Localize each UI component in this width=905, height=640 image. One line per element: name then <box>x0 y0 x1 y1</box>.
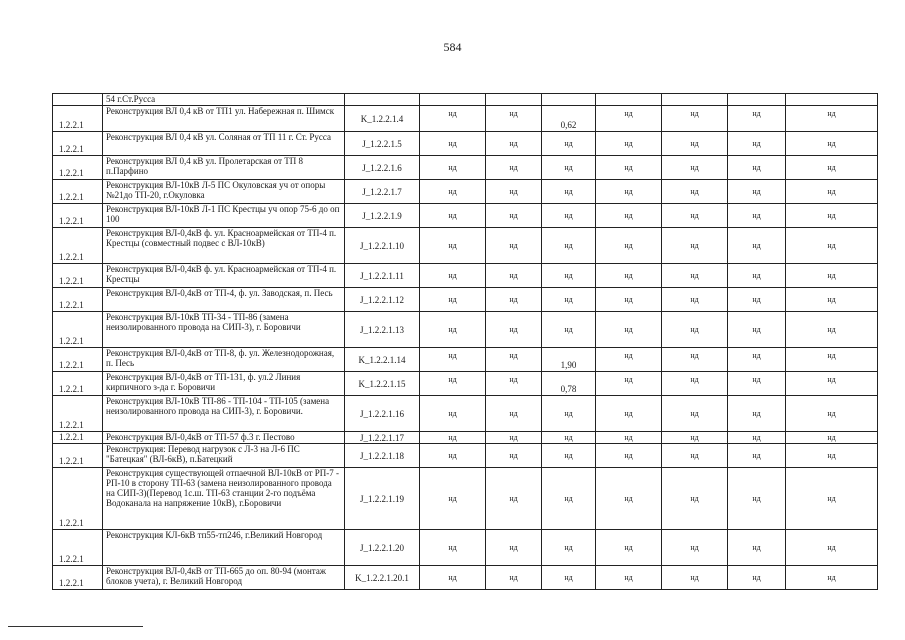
value-cell: нд <box>662 132 728 156</box>
value-cell: нд <box>420 566 486 590</box>
table-row <box>53 228 878 264</box>
value-cell: нд <box>596 444 662 468</box>
value-cell: нд <box>420 180 486 204</box>
value-cell <box>728 94 786 106</box>
table-row <box>53 444 878 468</box>
value-cell: нд <box>662 372 728 396</box>
value-cell: нд <box>662 228 728 264</box>
value-cell <box>786 94 878 106</box>
value-cell: нд <box>728 204 786 228</box>
value-cell: нд <box>486 372 542 396</box>
value-cell: нд <box>542 132 596 156</box>
value-cell: нд <box>542 530 596 566</box>
row-number: 1.2.2.1 <box>53 264 103 288</box>
value-cell: нд <box>542 444 596 468</box>
value-cell: нд <box>420 348 486 372</box>
value-cell: нд <box>786 348 878 372</box>
value-cell: нд <box>786 132 878 156</box>
row-number: 1.2.2.1 <box>53 132 103 156</box>
project-name: Реконструкция ВЛ-0,4кВ от ТП-4, ф. ул. Заводская, п. Песь <box>103 288 345 312</box>
row-number: 1.2.2.1 <box>53 444 103 468</box>
value-cell: нд <box>542 288 596 312</box>
value-cell: нд <box>786 530 878 566</box>
table-row <box>53 106 878 132</box>
project-id: J_1.2.2.1.7 <box>345 180 420 204</box>
project-id: K_1.2.2.1.20.1 <box>345 566 420 590</box>
value-cell: нд <box>486 396 542 432</box>
value-cell: нд <box>662 312 728 348</box>
table-row <box>53 566 878 590</box>
project-name: Реконструкция: Перевод нагрузок с Л-3 на Л-6 ПС "Батецкая" (ВЛ-6кВ), п.Батецкий <box>103 444 345 468</box>
value-cell: нд <box>596 348 662 372</box>
value-cell: нд <box>542 204 596 228</box>
value-cell: нд <box>786 288 878 312</box>
project-name: Реконструкция ВЛ-10кВ ТП-34 - ТП-86 (замена неизолированного провода на СИП-3), г. Боровичи <box>103 312 345 348</box>
project-name: Реконструкция ВЛ-0,4кВ ф. ул. Красноармейская от ТП-4 п. Крестцы (совместный подвес с ВЛ-10кВ) <box>103 228 345 264</box>
project-name: Реконструкция ВЛ-10кВ ТП-86 - ТП-104 - ТП-105 (замена неизолированного провода на СИП-3), г. Боровичи. <box>103 396 345 432</box>
value-cell: нд <box>596 530 662 566</box>
value-cell: нд <box>662 468 728 530</box>
value-cell: нд <box>786 396 878 432</box>
value-cell <box>420 94 486 106</box>
value-cell: нд <box>596 106 662 132</box>
project-id: J_1.2.2.1.20 <box>345 530 420 566</box>
data-table <box>52 93 878 590</box>
value-cell: нд <box>596 372 662 396</box>
value-cell: нд <box>420 106 486 132</box>
value-cell: нд <box>486 566 542 590</box>
project-id: K_1.2.2.1.4 <box>345 106 420 132</box>
table-row <box>53 396 878 432</box>
value-cell: нд <box>420 396 486 432</box>
row-number: 1.2.2.1 <box>53 348 103 372</box>
value-cell: нд <box>728 468 786 530</box>
value-cell: нд <box>662 348 728 372</box>
value-cell: нд <box>486 106 542 132</box>
value-cell: нд <box>420 468 486 530</box>
value-cell: нд <box>728 228 786 264</box>
value-cell: нд <box>786 432 878 444</box>
value-cell: нд <box>420 432 486 444</box>
value-cell: нд <box>486 228 542 264</box>
value-cell: нд <box>596 204 662 228</box>
table-row <box>53 530 878 566</box>
value-cell: нд <box>486 444 542 468</box>
project-id: J_1.2.2.1.6 <box>345 156 420 180</box>
table-row <box>53 204 878 228</box>
value-cell: нд <box>596 432 662 444</box>
project-id: J_1.2.2.1.17 <box>345 432 420 444</box>
table-row <box>53 180 878 204</box>
value-cell: нд <box>728 348 786 372</box>
value-cell <box>542 94 596 106</box>
value-cell: нд <box>662 530 728 566</box>
row-number: 1.2.2.1 <box>53 204 103 228</box>
value-cell: нд <box>596 132 662 156</box>
project-name: Реконструкция ВЛ 0,4 кВ от ТП1 ул. Набережная п. Шимск <box>103 106 345 132</box>
row-number: 1.2.2.1 <box>53 312 103 348</box>
table-body <box>53 94 878 590</box>
value-cell: нд <box>596 312 662 348</box>
value-cell: 0,62 <box>542 106 596 132</box>
value-cell: нд <box>728 444 786 468</box>
value-cell: нд <box>486 156 542 180</box>
project-name: Реконструкция КЛ-6кВ тп55-тп246, г.Великий Новгород <box>103 530 345 566</box>
value-cell: нд <box>786 566 878 590</box>
project-name: Реконструкция ВЛ-0,4кВ ф. ул. Красноармейская от ТП-4 п. Крестцы <box>103 264 345 288</box>
row-number: 1.2.2.1 <box>53 530 103 566</box>
project-name: Реконструкция ВЛ-10кВ Л-5 ПС Окуловская уч от опоры №21до ТП-20, г.Окуловка <box>103 180 345 204</box>
value-cell: нд <box>662 106 728 132</box>
value-cell: нд <box>662 432 728 444</box>
value-cell: нд <box>596 396 662 432</box>
project-name: Реконструкция ВЛ 0,4 кВ ул. Пролетарская от ТП 8 п.Парфино <box>103 156 345 180</box>
row-number: 1.2.2.1 <box>53 228 103 264</box>
value-cell: нд <box>662 180 728 204</box>
value-cell <box>596 94 662 106</box>
row-number: 1.2.2.1 <box>53 372 103 396</box>
value-cell: нд <box>596 468 662 530</box>
value-cell: нд <box>728 530 786 566</box>
value-cell: нд <box>542 432 596 444</box>
row-number: 1.2.2.1 <box>53 396 103 432</box>
table-row <box>53 132 878 156</box>
value-cell: нд <box>596 288 662 312</box>
project-name: Реконструкция ВЛ-0,4кВ от ТП-57 ф.3 г. Пестово <box>103 432 345 444</box>
project-id: J_1.2.2.1.16 <box>345 396 420 432</box>
project-id: K_1.2.2.1.15 <box>345 372 420 396</box>
project-name: Реконструкция ВЛ-0,4кВ от ТП-131, ф. ул.2 Линия кирпичного з-да г. Боровичи <box>103 372 345 396</box>
project-name: Реконструкция ВЛ 0,4 кВ ул. Соляная от ТП 11 г. Ст. Русса <box>103 132 345 156</box>
value-cell: нд <box>420 156 486 180</box>
value-cell: нд <box>486 312 542 348</box>
value-cell: нд <box>728 156 786 180</box>
table-row <box>53 288 878 312</box>
value-cell: нд <box>662 288 728 312</box>
row-number <box>53 94 103 106</box>
project-name: Реконструкция ВЛ-0,4кВ от ТП-8, ф. ул. Железнодорожная, п. Песь <box>103 348 345 372</box>
value-cell: нд <box>596 566 662 590</box>
value-cell: нд <box>786 156 878 180</box>
value-cell: нд <box>542 156 596 180</box>
value-cell <box>662 94 728 106</box>
value-cell: нд <box>786 180 878 204</box>
project-id: J_1.2.2.1.5 <box>345 132 420 156</box>
value-cell: нд <box>486 348 542 372</box>
value-cell: нд <box>728 264 786 288</box>
value-cell: нд <box>786 312 878 348</box>
value-cell: нд <box>728 432 786 444</box>
project-id: J_1.2.2.1.19 <box>345 468 420 530</box>
project-id: J_1.2.2.1.9 <box>345 204 420 228</box>
value-cell: нд <box>786 444 878 468</box>
value-cell: нд <box>786 228 878 264</box>
value-cell: нд <box>786 372 878 396</box>
value-cell: нд <box>542 566 596 590</box>
project-name: Реконструкция существующей отпаечной ВЛ-10кВ от РП-7 - РП-10 в сторону ТП-63 (замена неизолированного провода на СИП-3)(Перевод 1с.ш. ТП-63 станции 2-го подъёма Водоканала на напряжение 10кВ), г.Боровичи <box>103 468 345 530</box>
value-cell: нд <box>728 106 786 132</box>
value-cell: нд <box>486 204 542 228</box>
project-id: J_1.2.2.1.12 <box>345 288 420 312</box>
project-id: K_1.2.2.1.14 <box>345 348 420 372</box>
table-row <box>53 156 878 180</box>
value-cell: нд <box>486 432 542 444</box>
value-cell: нд <box>728 132 786 156</box>
value-cell: нд <box>728 372 786 396</box>
value-cell: нд <box>486 288 542 312</box>
value-cell: нд <box>662 156 728 180</box>
value-cell: нд <box>486 530 542 566</box>
project-id: J_1.2.2.1.10 <box>345 228 420 264</box>
value-cell: нд <box>486 264 542 288</box>
value-cell <box>486 94 542 106</box>
value-cell: нд <box>420 444 486 468</box>
row-number: 1.2.2.1 <box>53 156 103 180</box>
table-row <box>53 372 878 396</box>
value-cell: нд <box>662 566 728 590</box>
value-cell: нд <box>728 180 786 204</box>
value-cell: нд <box>728 288 786 312</box>
project-id: J_1.2.2.1.13 <box>345 312 420 348</box>
table-row <box>53 312 878 348</box>
value-cell: нд <box>596 228 662 264</box>
page-number: 584 <box>443 40 462 54</box>
value-cell: нд <box>786 204 878 228</box>
value-cell: нд <box>596 264 662 288</box>
value-cell: нд <box>542 180 596 204</box>
project-name: Реконструкция ВЛ-10кВ Л-1 ПС Крестцы уч опор 75-6 до оп 100 <box>103 204 345 228</box>
value-cell: нд <box>486 180 542 204</box>
table-row <box>53 94 878 106</box>
project-name: 54 г.Ст.Русса <box>103 94 345 106</box>
value-cell: нд <box>542 468 596 530</box>
project-id: J_1.2.2.1.18 <box>345 444 420 468</box>
value-cell: нд <box>662 264 728 288</box>
value-cell: нд <box>420 204 486 228</box>
value-cell: нд <box>728 566 786 590</box>
value-cell: нд <box>420 264 486 288</box>
value-cell: 1,90 <box>542 348 596 372</box>
value-cell: нд <box>542 264 596 288</box>
value-cell: нд <box>486 468 542 530</box>
table-row <box>53 468 878 530</box>
value-cell: нд <box>596 156 662 180</box>
table-row <box>53 348 878 372</box>
value-cell: нд <box>662 396 728 432</box>
value-cell: нд <box>662 204 728 228</box>
value-cell: нд <box>420 372 486 396</box>
row-number: 1.2.2.1 <box>53 432 103 444</box>
project-name: Реконструкция ВЛ-0,4кВ от ТП-665 до оп. 80-94 (монтаж блоков учета), г. Великий Новгород <box>103 566 345 590</box>
table-row <box>53 264 878 288</box>
row-number: 1.2.2.1 <box>53 566 103 590</box>
row-number: 1.2.2.1 <box>53 180 103 204</box>
value-cell: нд <box>728 396 786 432</box>
value-cell: нд <box>786 106 878 132</box>
row-number: 1.2.2.1 <box>53 468 103 530</box>
value-cell: нд <box>728 312 786 348</box>
row-number: 1.2.2.1 <box>53 288 103 312</box>
value-cell: нд <box>486 132 542 156</box>
value-cell: нд <box>662 444 728 468</box>
row-number: 1.2.2.1 <box>53 106 103 132</box>
footer-rule <box>8 626 143 627</box>
value-cell: нд <box>786 468 878 530</box>
project-id: J_1.2.2.1.11 <box>345 264 420 288</box>
table-row <box>53 432 878 444</box>
value-cell: нд <box>596 180 662 204</box>
project-id <box>345 94 420 106</box>
value-cell: нд <box>542 396 596 432</box>
value-cell: 0,78 <box>542 372 596 396</box>
value-cell: нд <box>420 288 486 312</box>
value-cell: нд <box>542 312 596 348</box>
value-cell: нд <box>420 228 486 264</box>
value-cell: нд <box>420 312 486 348</box>
value-cell: нд <box>420 132 486 156</box>
value-cell: нд <box>786 264 878 288</box>
value-cell: нд <box>420 530 486 566</box>
value-cell: нд <box>542 228 596 264</box>
